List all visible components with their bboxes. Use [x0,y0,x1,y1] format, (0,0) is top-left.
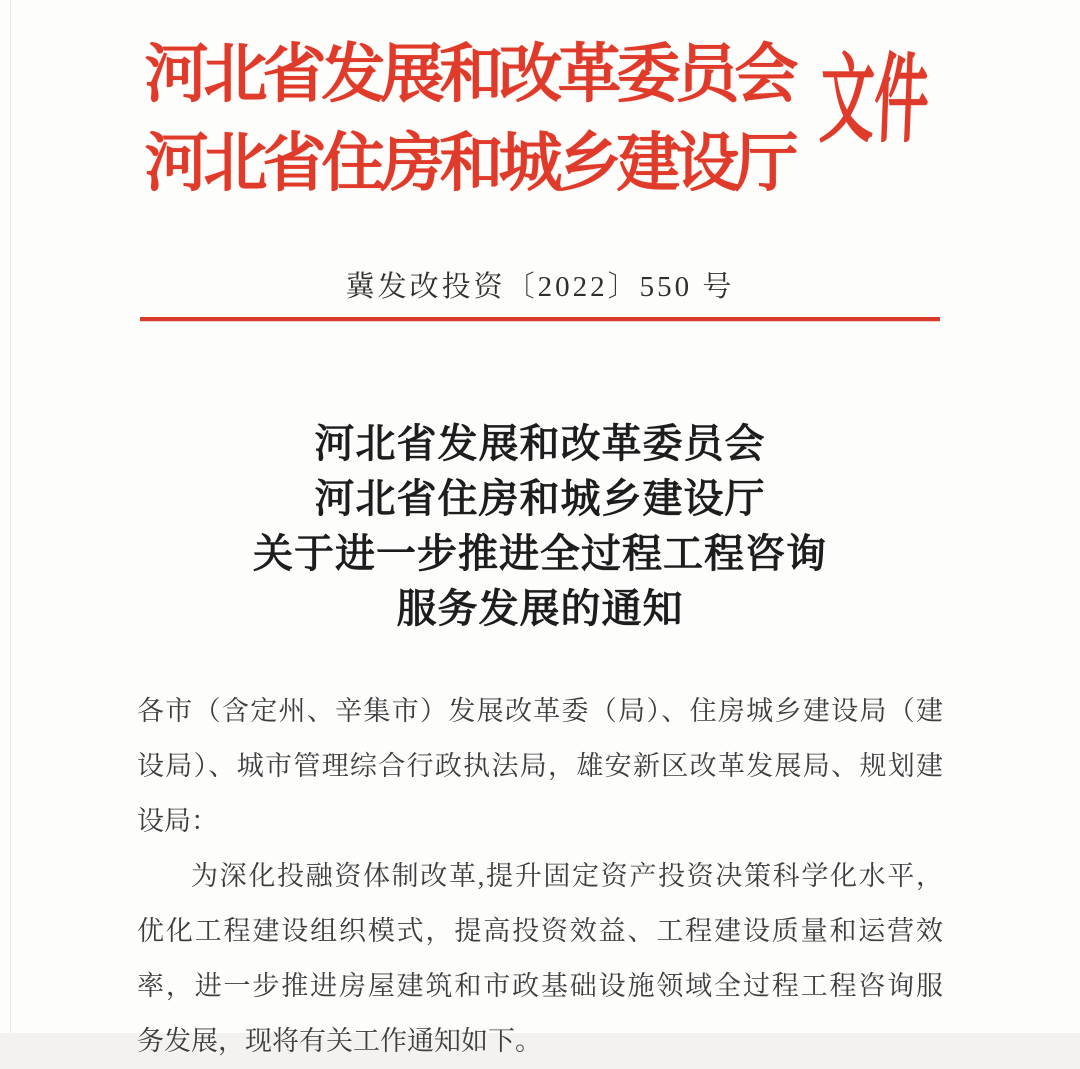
body-line: 为深化投融资体制改革,提升固定资产投资决策科学化水平， [191,861,943,891]
title-line-3: 关于进一步推进全过程工程咨询 [253,531,827,576]
agency-name-line-1: 河北省发展和改革委员会 [144,39,794,110]
document-mark: 文件 [817,47,931,154]
document-title [0,416,1080,636]
recipients-paragraph [137,684,943,849]
issuing-agencies [145,30,794,208]
agency-name-line-2: 河北省住房和城乡建设厅 [144,128,794,199]
body-line: 务发展，现将有关工作通知如下。 [137,1026,542,1056]
scan-edge-line [10,0,11,1033]
red-divider-rule [140,317,940,321]
title-line-2: 河北省住房和城乡建设厅 [314,476,766,521]
document-number: 冀发改投资〔2022〕550 号 [345,271,735,303]
document-body [137,684,943,1069]
title-line-4: 服务发展的通知 [396,586,684,631]
title-line-1: 河北省发展和改革委员会 [314,421,766,466]
body-line: 设局）、城市管理综合行政执法局，雄安新区改革发展局、规划建 [137,751,943,781]
body-line: 优化工程建设组织模式，提高投资效益、工程建设质量和运营效 [137,916,943,946]
intro-paragraph [137,849,943,1069]
body-line: 设局： [137,806,218,836]
body-line: 率，进一步推进房屋建筑和市政基础设施领域全过程工程咨询服 [137,971,943,1001]
body-line: 各市（含定州、辛集市）发展改革委（局）、住房城乡建设局（建 [137,696,943,726]
letterhead [0,0,1080,208]
